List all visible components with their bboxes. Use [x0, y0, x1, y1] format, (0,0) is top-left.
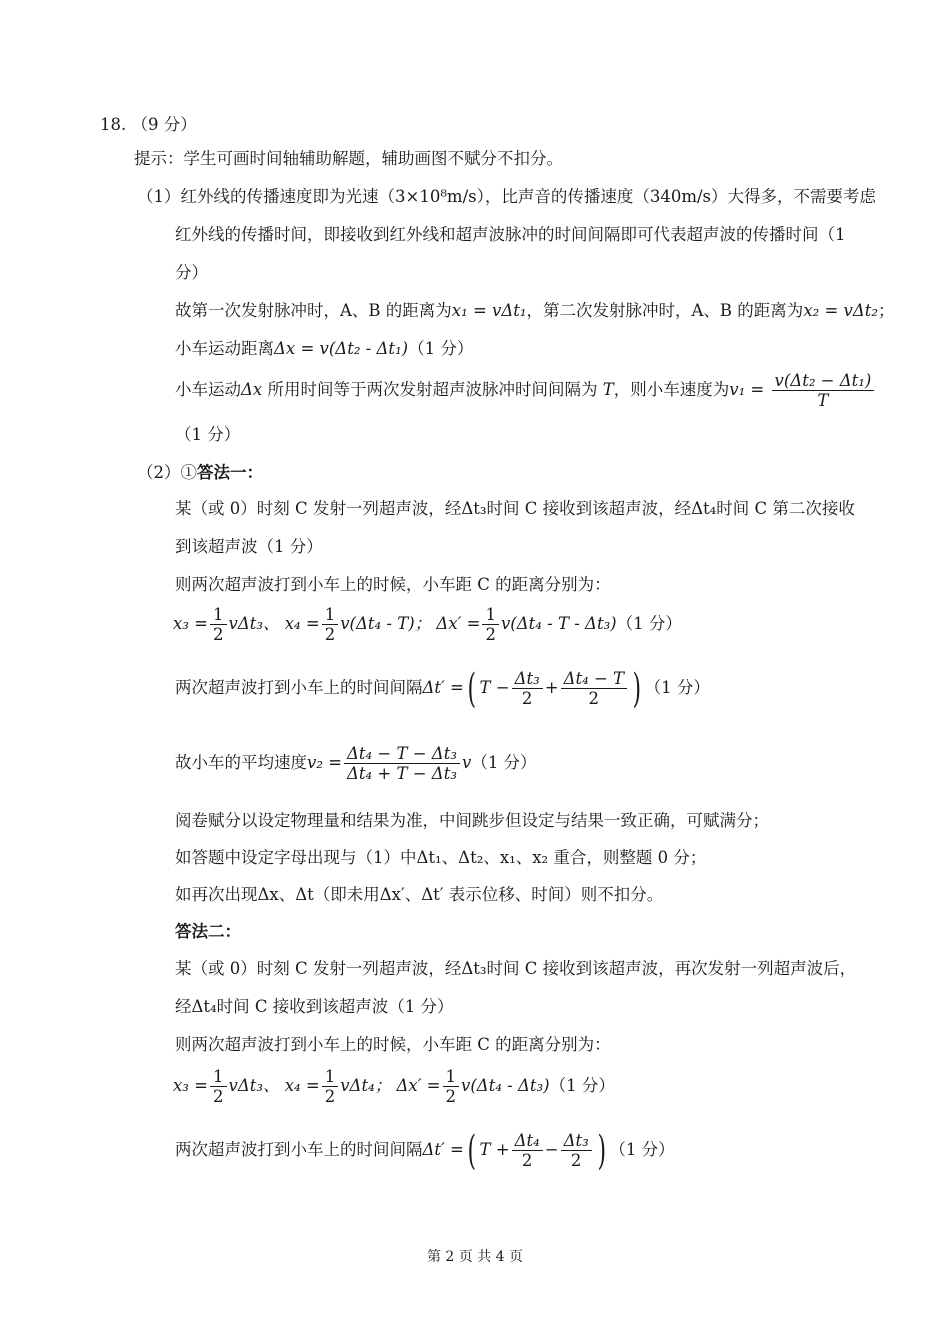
half-den: 2 — [485, 625, 496, 644]
m1-points-time: （1 分） — [644, 678, 710, 697]
half-num: 1 — [443, 1067, 460, 1087]
fraction-dt4-T-half — [561, 669, 627, 708]
minus-sign: − — [544, 1140, 559, 1159]
method2-title: 答法二： — [175, 922, 241, 941]
fraction-v1-den: T — [817, 391, 829, 410]
formula-dt-prime: Δt′ = — [422, 1140, 464, 1159]
formula-dx-prime: Δx′ = — [436, 614, 481, 633]
formula-x4-rest: v(Δt₄ - T)； — [340, 614, 432, 633]
part1-points5: （1 分） — [408, 339, 474, 358]
half-num: 1 — [322, 1067, 339, 1087]
dt4-num: Δt₄ — [512, 1131, 543, 1151]
m2-line1: 某（或 0）时刻 C 发射一列超声波，经Δt₃时间 C 接收到该超声波，再次发射一列超声波后， — [175, 959, 857, 978]
part1-text4c: ； — [878, 301, 895, 320]
formula-dx: Δx = v(Δt₂ - Δt₁) — [274, 339, 409, 358]
m2-points-dx: （1 分） — [549, 1076, 615, 1095]
part2-label: （2）① — [137, 463, 197, 482]
m1-points-v2: （1 分） — [471, 753, 537, 772]
symbol-T-plus: T + — [479, 1140, 510, 1159]
part1-text4b: ，第二次发射脉冲时，A、B 的距离为 — [526, 301, 804, 320]
m2-line2: 经Δt₄时间 C 接收到该超声波（1 分） — [175, 997, 454, 1016]
dt3-num: Δt₃ — [561, 1131, 592, 1151]
part1-line5 — [175, 338, 473, 360]
formula-dx-prime-rest: v(Δt₄ - Δt₃) — [461, 1076, 550, 1095]
half-num: 1 — [322, 605, 339, 625]
fraction-dt3-half — [561, 1131, 592, 1170]
note2: 如答题中设定字母出现与（1）中Δt₁、Δt₂、x₁、x₂ 重合，则整题 0 分； — [175, 848, 707, 867]
m1-velocity-text: 故小车的平均速度 — [175, 753, 307, 772]
part2-header — [137, 462, 263, 484]
half-den: 2 — [521, 1151, 533, 1170]
half-den: 2 — [213, 1087, 224, 1106]
question-number: 18. — [100, 115, 127, 134]
part1-text4a: 故第一次发射脉冲时，A、B 的距离为 — [175, 301, 452, 320]
half-fraction — [322, 1067, 339, 1106]
half-den: 2 — [445, 1087, 457, 1106]
m1-distances — [173, 602, 682, 646]
part1-line3: 分） — [175, 263, 208, 282]
half-den: 2 — [570, 1151, 582, 1170]
m2-time-interval — [175, 1128, 675, 1172]
half-fraction — [210, 1067, 227, 1106]
m2-points-time: （1 分） — [609, 1140, 675, 1159]
m1-points-dx: （1 分） — [616, 614, 682, 633]
fraction-v1 — [772, 371, 875, 410]
formula-x4: x₄ = — [284, 614, 320, 633]
half-num: 1 — [210, 1067, 227, 1087]
symbol-T: T — [602, 380, 614, 399]
m1-velocity — [175, 741, 537, 785]
half-num: 1 — [210, 605, 227, 625]
half-den: 2 — [213, 625, 224, 644]
symbol-v: v — [461, 753, 472, 772]
part1-text1: 红外线的传播速度即为光速（3×10⁸m/s），比声音的传播速度（340m/s）大得多，不需要考虑 — [180, 187, 877, 206]
formula-x4: x₄ = — [284, 1076, 320, 1095]
note3: 如再次出现Δx、Δt（即未用Δx′、Δt′ 表示位移、时间）则不扣分。 — [175, 885, 664, 904]
dt3-num: Δt₃ — [512, 669, 543, 689]
half-num: 1 — [482, 605, 499, 625]
right-paren: ) — [632, 665, 642, 712]
plus-sign: + — [544, 678, 559, 697]
half-fraction — [443, 1067, 460, 1106]
formula-x1: x₁ = vΔt₁ — [451, 301, 527, 320]
m1-time-interval — [175, 666, 710, 710]
part1-line7: （1 分） — [175, 425, 241, 444]
fraction-v1-num: v(Δt₂ − Δt₁) — [772, 371, 875, 391]
left-paren: ( — [467, 665, 476, 712]
part1-text5a: 小车运动距离 — [175, 339, 274, 358]
formula-x3: x₃ = — [173, 1076, 208, 1095]
formula-x4-rest: vΔt₄； — [340, 1076, 392, 1095]
formula-v1: v₁ = — [729, 380, 765, 399]
half-fraction — [210, 605, 227, 644]
formula-x3-rest: vΔt₃、 — [228, 1076, 280, 1095]
right-paren: ) — [597, 1127, 606, 1174]
note1: 阅卷赋分以设定物理量和结果为准，中间跳步但设定与结果一致正确，可赋满分； — [175, 811, 769, 830]
fraction-v2 — [344, 744, 460, 783]
formula-dx-prime-rest: v(Δt₄ - T - Δt₃) — [500, 614, 617, 633]
half-fraction — [322, 605, 339, 644]
v2-num: Δt₄ − T − Δt₃ — [344, 744, 460, 764]
half-den: 2 — [588, 689, 600, 708]
m1-line3: 则两次超声波打到小车上的时候，小车距 C 的距离分别为： — [175, 575, 611, 594]
part1-line2: 红外线的传播时间，即接收到红外线和超声波脉冲的时间间隔即可代表超声波的传播时间（1 — [175, 225, 846, 244]
formula-x3-rest: vΔt₃、 — [228, 614, 280, 633]
m1-line1: 某（或 0）时刻 C 发射一列超声波，经Δt₃时间 C 接收到该超声波，经Δt₄时间 C 第二次接收 — [175, 499, 855, 518]
part1-label: （1） — [137, 187, 181, 206]
left-paren: ( — [467, 1127, 476, 1174]
formula-dt-prime: Δt′ = — [422, 678, 464, 697]
m2-time-text: 两次超声波打到小车上的时间间隔 — [175, 1140, 423, 1159]
m2-line3: 则两次超声波打到小车上的时候，小车距 C 的距离分别为： — [175, 1035, 611, 1054]
symbol-T-minus: T − — [479, 678, 510, 697]
part1-text6c: ，则小车速度为 — [613, 380, 730, 399]
hint: 提示：学生可画时间轴辅助解题，辅助画图不赋分不扣分。 — [134, 149, 563, 168]
v2-den: Δt₄ + T − Δt₃ — [347, 764, 457, 783]
half-den: 2 — [521, 689, 533, 708]
part1-line1 — [137, 186, 876, 208]
m2-distances — [173, 1064, 615, 1108]
question-header — [100, 114, 197, 136]
dt4-T-num: Δt₄ − T — [561, 669, 627, 689]
fraction-dt3-half — [512, 669, 543, 708]
fraction-dt4-half — [512, 1131, 543, 1170]
formula-x3: x₃ = — [173, 614, 208, 633]
m1-time-text: 两次超声波打到小车上的时间间隔 — [175, 678, 423, 697]
half-den: 2 — [324, 1087, 336, 1106]
part1-line6 — [175, 368, 876, 412]
method1-title: 答法一： — [197, 463, 263, 482]
part1-text6b: 所用时间等于两次发射超声波脉冲时间间隔为 — [262, 380, 603, 399]
symbol-dx: Δx — [241, 380, 263, 399]
m1-line2: 到该超声波（1 分） — [175, 537, 323, 556]
formula-dx-prime: Δx′ = — [396, 1076, 441, 1095]
part1-line4 — [175, 300, 895, 322]
half-den: 2 — [324, 625, 336, 644]
formula-x2: x₂ = vΔt₂ — [803, 301, 879, 320]
formula-v2: v₂ = — [307, 753, 343, 772]
page-footer: 第 2 页 共 4 页 — [426, 1249, 524, 1265]
half-fraction — [482, 605, 499, 644]
part1-text6a: 小车运动 — [175, 380, 241, 399]
question-points: （9 分） — [131, 115, 197, 134]
